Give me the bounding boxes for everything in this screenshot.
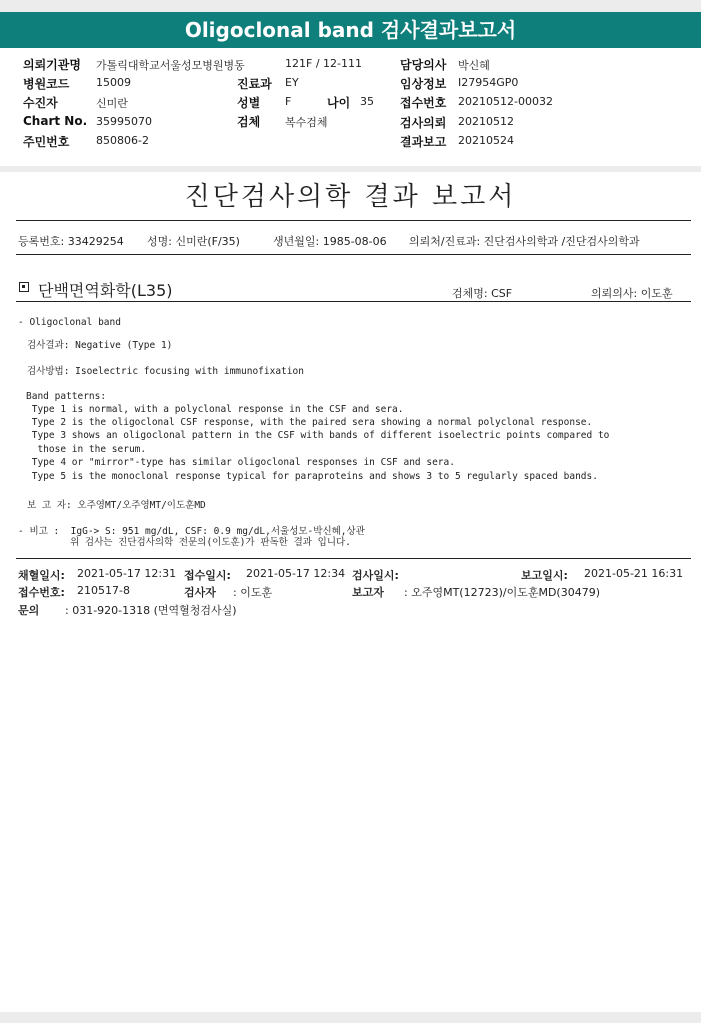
patient-name: 성명: 신미란(F/35)	[147, 235, 240, 248]
patient-label: 수진자	[23, 96, 58, 110]
request-label: 검사의뢰	[400, 116, 447, 130]
reporter-line: 보 고 자: 오주영MT/오주영MT/이도훈MD	[27, 500, 206, 511]
pattern-line: Type 1 is normal, with a polyclonal response in the CSF and sera.	[26, 404, 404, 415]
divider	[16, 220, 691, 221]
report-paper	[0, 172, 701, 1012]
remark-line: - 비고 : IgG-> S: 951 mg/dL, CSF: 0.9 mg/dL,서울성모-박신혜,상관	[18, 526, 365, 537]
test-method: 검사방법: Isoelectric focusing with immunofixation	[27, 366, 304, 377]
specimen-name: 검체명: CSF	[452, 287, 513, 300]
birth-date: 생년월일: 1985-08-06	[273, 235, 387, 248]
report-banner-title: Oligoclonal band 검사결과보고서	[0, 12, 701, 48]
referring-dept: 의뢰처/진료과: 진단검사의학과 /진단검사의학과	[409, 235, 640, 248]
receipt-no-value: 210517-8	[77, 584, 130, 597]
collect-value: 2021-05-17 12:31	[77, 567, 177, 580]
patient-value: 신미란	[96, 97, 128, 110]
pattern-line: Type 2 is the oligoclonal CSF response, with the paired sera showing a normal polyclonal response.	[26, 417, 593, 428]
reporter-label: 보고자	[352, 586, 384, 599]
test-name: - Oligoclonal band	[18, 317, 121, 328]
dept-label: 진료과	[237, 77, 272, 91]
report-label: 결과보고	[400, 135, 447, 149]
pattern-line: Band patterns:	[26, 391, 107, 402]
specimen-label: 검체	[237, 115, 261, 129]
pattern-line: Type 5 is the monoclonal response typical for paraproteins and shows 3 to 5 regularly spaced bands.	[26, 471, 598, 482]
hospital-code-value: 15009	[96, 76, 131, 89]
clinical-value: I27954GP0	[458, 76, 519, 89]
requesting-doctor: 의뢰의사: 이도훈	[591, 287, 673, 300]
reg-number: 등록번호: 33429254	[18, 235, 124, 248]
clinical-label: 임상정보	[400, 77, 447, 91]
contact-value: : 031-920-1318 (면역혈청검사실)	[65, 604, 237, 617]
reporter-value: : 오주영MT(12723)/이도훈MD(30479)	[404, 586, 600, 599]
id-label: 주민번호	[23, 135, 70, 149]
sex-value: F	[285, 95, 292, 108]
age-value: 35	[360, 95, 374, 108]
doctor-value: 박신혜	[458, 59, 490, 72]
report-date-value: 2021-05-21 16:31	[584, 567, 684, 580]
divider	[16, 301, 691, 302]
bottom-frame	[0, 1012, 701, 1023]
divider	[16, 558, 691, 559]
receipt-no-label: 접수번호:	[18, 586, 65, 599]
section-square-icon	[19, 282, 29, 292]
pattern-line: Type 4 or "mirror"-type has similar oligoclonal responses in CSF and sera.	[26, 457, 455, 468]
specimen-value: 복수검체	[285, 116, 328, 129]
report-title: 진단검사의학 결과 보고서	[184, 182, 517, 212]
tester-label: 검사자	[184, 586, 216, 599]
contact-label: 문의	[18, 604, 40, 617]
test-date-label: 검사일시:	[352, 569, 399, 582]
dept-value: EY	[285, 76, 299, 89]
report-header	[0, 48, 701, 167]
age-label: 나이	[327, 96, 351, 110]
hospital-code-label: 병원코드	[23, 77, 70, 91]
receipt-label: 접수번호	[400, 96, 447, 110]
tester-value: : 이도훈	[233, 586, 273, 599]
id-value: 850806-2	[96, 134, 149, 147]
pattern-line: Type 3 shows an oligoclonal pattern in the CSF with bands of different isoelectric points compared to	[26, 430, 610, 441]
pattern-line: those in the serum.	[26, 444, 147, 455]
divider	[16, 254, 691, 255]
report-date-label: 보고일시:	[521, 569, 568, 582]
receipt-value: 20210512-00032	[458, 95, 553, 108]
referring-value: 가톨릭대학교서울성모병원병동	[96, 59, 245, 72]
top-frame	[0, 0, 701, 12]
chart-label: Chart No.	[23, 114, 88, 128]
request-value: 20210512	[458, 115, 514, 128]
received-value: 2021-05-17 12:34	[246, 567, 346, 580]
received-label: 접수일시:	[184, 569, 231, 582]
section-title: 단백면역화학(L35)	[38, 281, 173, 300]
doctor-label: 담당의사	[400, 58, 447, 72]
sex-label: 성별	[237, 96, 261, 110]
remark-line: 위 검사는 진단검사의학 전문의(이도훈)가 판독한 결과 입니다.	[70, 537, 351, 548]
chart-value: 35995070	[96, 115, 152, 128]
ward-value: 121F / 12-111	[285, 57, 362, 70]
test-result: 검사결과: Negative (Type 1)	[27, 340, 173, 351]
collect-label: 채혈일시:	[18, 569, 65, 582]
referring-label: 의뢰기관명	[23, 58, 81, 72]
report-value: 20210524	[458, 134, 514, 147]
